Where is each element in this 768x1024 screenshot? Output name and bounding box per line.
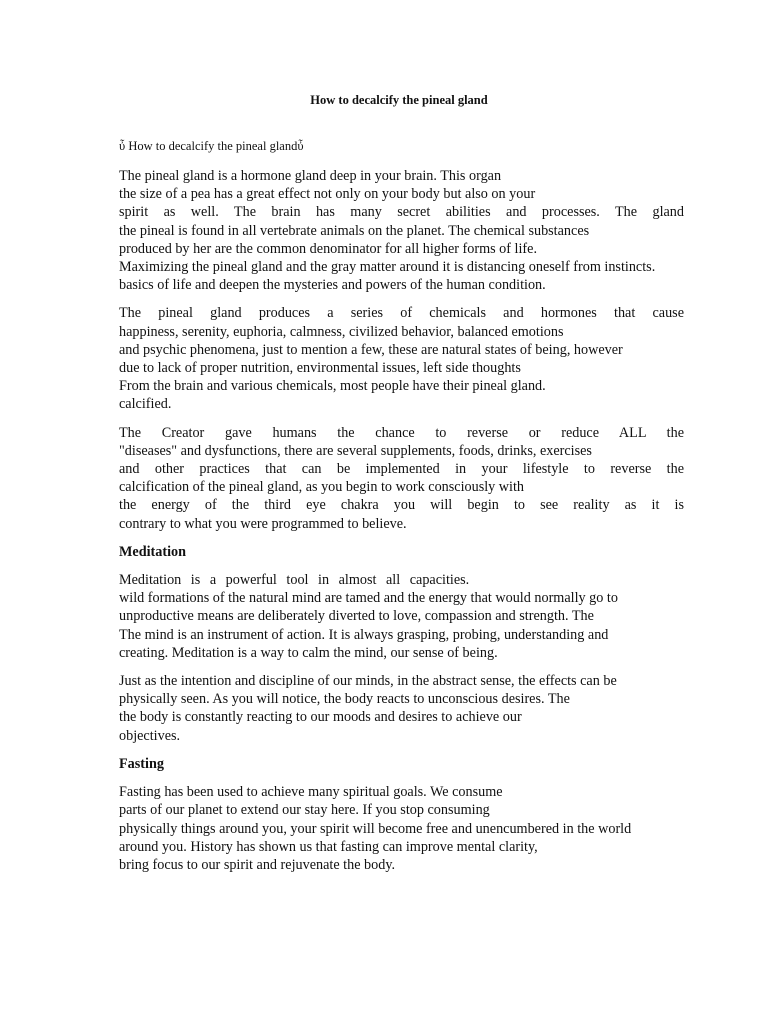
- text-line: The Creator gave humans the chance to reverse or reduce ALL the: [119, 424, 684, 441]
- text-line: objectives.: [119, 727, 181, 744]
- text-line: and other practices that can be implemented in your lifestyle to reverse the: [119, 461, 684, 478]
- paragraph-intro-3: [119, 424, 684, 533]
- paragraph-fasting-1: [119, 783, 684, 874]
- text-line: parts of our planet to extend our stay here. If you stop consuming: [119, 802, 490, 819]
- text-line: wild formations of the natural mind are tamed and the energy that would normally go to: [119, 590, 618, 607]
- text-line: due to lack of proper nutrition, environmental issues, left side thoughts: [119, 360, 521, 377]
- text-line: basics of life and deepen the mysteries and powers of the human condition.: [119, 277, 546, 294]
- text-line: The mind is an instrument of action. It is always grasping, probing, understanding and: [119, 626, 609, 643]
- text-line: produced by her are the common denominator for all higher forms of life.: [119, 240, 537, 257]
- text-line: calcified.: [119, 396, 172, 413]
- text-line: The pineal gland produces a series of chemicals and hormones that cause: [119, 305, 684, 322]
- paragraph-meditation-2: [119, 672, 684, 745]
- text-line: Maximizing the pineal gland and the gray matter around it is distancing oneself from instincts.: [119, 259, 656, 276]
- text-line: the pineal is found in all vertebrate animals on the planet. The chemical substances: [119, 222, 590, 239]
- section-heading-fasting: Fasting: [119, 755, 164, 772]
- document-body: [119, 167, 684, 884]
- text-line: the body is constantly reacting to our moods and desires to achieve our: [119, 709, 522, 726]
- text-line: "diseases" and dysfunctions, there are several supplements, foods, drinks, exercises: [119, 442, 592, 459]
- paragraph-meditation-1: [119, 571, 684, 662]
- text-line: Meditation is a powerful tool in almost all capacities.: [119, 572, 470, 589]
- text-line: the size of a pea has a great effect not only on your body but also on your: [119, 186, 536, 203]
- text-line: happiness, serenity, euphoria, calmness, civilized behavior, balanced emotions: [119, 323, 564, 340]
- text-line: physically seen. As you will notice, the body reacts to unconscious desires. The: [119, 691, 570, 708]
- text-line: unproductive means are deliberately diverted to love, compassion and strength. The: [119, 608, 594, 625]
- section-heading-meditation: Meditation: [119, 543, 186, 560]
- document-subtitle: ὖ How to decalcify the pineal glandὖ: [119, 139, 304, 153]
- text-line: spirit as well. The brain has many secret abilities and processes. The gland: [119, 204, 684, 221]
- text-line: contrary to what you were programmed to believe.: [119, 515, 407, 532]
- text-line: calcification of the pineal gland, as you begin to work consciously with: [119, 479, 525, 496]
- text-line: From the brain and various chemicals, most people have their pineal gland.: [119, 378, 546, 395]
- paragraph-intro-2: [119, 304, 684, 413]
- paragraph-intro-1: [119, 167, 684, 294]
- text-line: physically things around you, your spirit will become free and unencumbered in the world: [119, 820, 632, 837]
- text-line: the energy of the third eye chakra you will begin to see reality as it is: [119, 497, 684, 514]
- text-line: around you. History has shown us that fasting can improve mental clarity,: [119, 838, 538, 855]
- text-line: creating. Meditation is a way to calm the mind, our sense of being.: [119, 644, 498, 661]
- text-line: bring focus to our spirit and rejuvenate the body.: [119, 856, 396, 873]
- text-line: The pineal gland is a hormone gland deep in your brain. This organ: [119, 168, 502, 184]
- text-line: Just as the intention and discipline of our minds, in the abstract sense, the effects can be: [119, 673, 617, 690]
- text-line: Fasting has been used to achieve many spiritual goals. We consume: [119, 784, 503, 801]
- text-line: and psychic phenomena, just to mention a few, these are natural states of being, however: [119, 341, 623, 358]
- document-title: How to decalcify the pineal gland: [310, 93, 488, 107]
